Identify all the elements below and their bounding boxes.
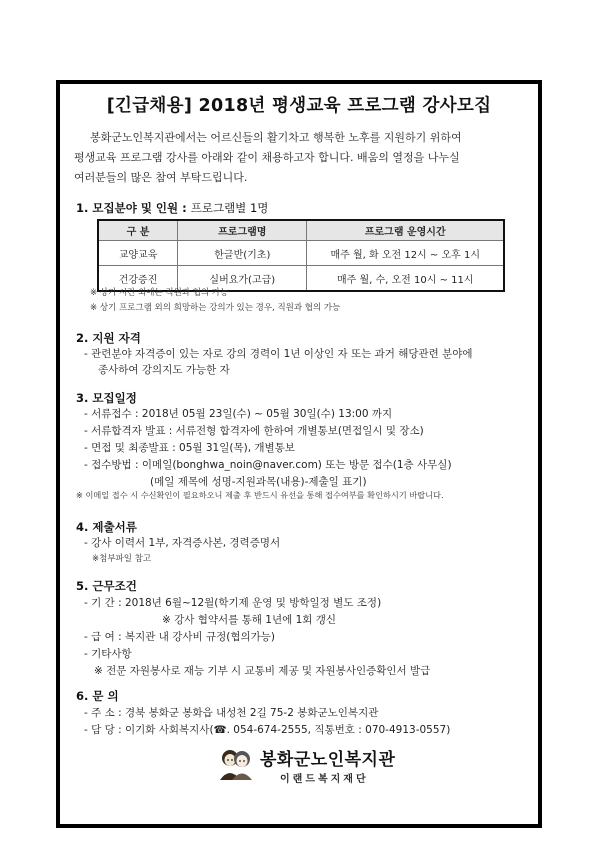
elder-couple-logo-icon (216, 746, 256, 780)
intro-line-1: 봉화군노인복지관에서는 어르신들의 활기차고 행복한 노후를 지원하기 위하여 (90, 131, 462, 144)
section-6-line-1: - 주 소 : 경북 봉화군 봉화읍 내성천 2길 75-2 봉화군노인복지관 (84, 707, 379, 719)
section-2-title: 2. 지원 자격 (76, 331, 141, 345)
section-3-line-3: - 면접 및 최종발표 : 05월 31일(목), 개별통보 (84, 442, 295, 454)
organization-name: 봉화군노인복지관 (260, 750, 396, 770)
program-table (97, 219, 505, 292)
section-5-line-2: ※ 강사 협약서를 통해 1년에 1회 갱신 (162, 614, 337, 626)
table-header: 구 분 (98, 220, 178, 241)
section-5-line-3: - 급 여 : 복지관 내 강사비 규정(협의가능) (84, 631, 276, 643)
section-4-note: ※첨부파일 참고 (92, 554, 152, 564)
section-1-value: 프로그램별 1명 (190, 201, 269, 215)
section-5-line-1: - 기 간 : 2018년 6월~12월(학기제 운영 및 방학일정 별도 조정) (84, 597, 382, 609)
table-cell: 건강증진 (98, 266, 178, 292)
section-6-title: 6. 문 의 (76, 689, 119, 703)
section-5-line-4: - 기타사항 (84, 648, 132, 660)
section-1-heading (76, 200, 268, 216)
intro-paragraph (74, 128, 534, 188)
table-row (98, 241, 504, 266)
section-1-note-1: ※ 상기 시간 외에는 직원과 협의 가능 (90, 288, 229, 298)
table-header-row (98, 220, 504, 241)
section-4-title: 4. 제출서류 (76, 520, 137, 534)
intro-line-3: 여러분들의 많은 참여 부탁드립니다. (74, 171, 248, 184)
table-cell: 실버요가(고급) (178, 266, 307, 292)
notice-title: [긴급채용] 2018년 평생교육 프로그램 강사모집 (106, 96, 492, 116)
section-2-line-2: 종사하여 강의지도 가능한 자 (98, 364, 230, 376)
intro-line-2: 평생교육 프로그램 강사를 아래와 같이 채용하고자 합니다. 배움의 열정을 나누실 (74, 151, 460, 164)
section-3-line-2: - 서류합격자 발표 : 서류전형 합격자에 한하여 개별통보(면접일시 및 장소) (84, 425, 424, 437)
table-header: 프로그램 운영시간 (307, 220, 504, 241)
table-cell: 매주 월, 수, 오전 10시 ~ 11시 (307, 266, 504, 292)
section-4-line-1: - 강사 이력서 1부, 자격증사본, 경력증명서 (84, 537, 281, 549)
table-header: 프로그램명 (178, 220, 307, 241)
section-1-title: 1. 모집분야 및 인원 : (76, 201, 191, 215)
table-cell: 교양교육 (98, 241, 178, 266)
table-cell: 매주 월, 화 오전 12시 ~ 오후 1시 (307, 241, 504, 266)
section-2-line-1: - 관련분야 자격증이 있는 자로 강의 경력이 1년 이상인 자 또는 과거 해당관련 분야에 (84, 348, 473, 360)
section-6-line-2: - 담 당 : 이기화 사회복지사(☎. 054-674-2555, 직통번호 : 070-4913-0557) (84, 724, 451, 736)
section-5-line-5: ※ 전문 자원봉사로 재능 기부 시 교통비 제공 및 자원봉사인증확인서 발급 (94, 665, 431, 677)
foundation-name: 이랜드복지재단 (280, 774, 369, 785)
section-3-line-4: - 접수방법 : 이메일(bonghwa_noin@naver.com) 또는 방문 접수(1층 사무실) (84, 459, 452, 471)
table-cell: 한글반(기초) (178, 241, 307, 266)
section-3-line-1: - 서류접수 : 2018년 05월 23일(수) ~ 05월 30일(수) 13:00 까지 (84, 408, 393, 420)
section-1-note-2: ※ 상기 프로그램 외의 희망하는 강의가 있는 경우, 직원과 협의 가능 (90, 303, 341, 313)
section-3-note: ※ 이메일 접수 시 수신확인이 필요하오니 제출 후 반드시 유선을 통해 접수여부를 확인하시기 바랍니다. (76, 490, 444, 500)
section-3-title: 3. 모집일정 (76, 391, 137, 405)
section-5-title: 5. 근무조건 (76, 579, 137, 593)
section-3-line-5: (메일 제목에 성명-지원과목(내용)-제출일 표기) (150, 476, 367, 488)
